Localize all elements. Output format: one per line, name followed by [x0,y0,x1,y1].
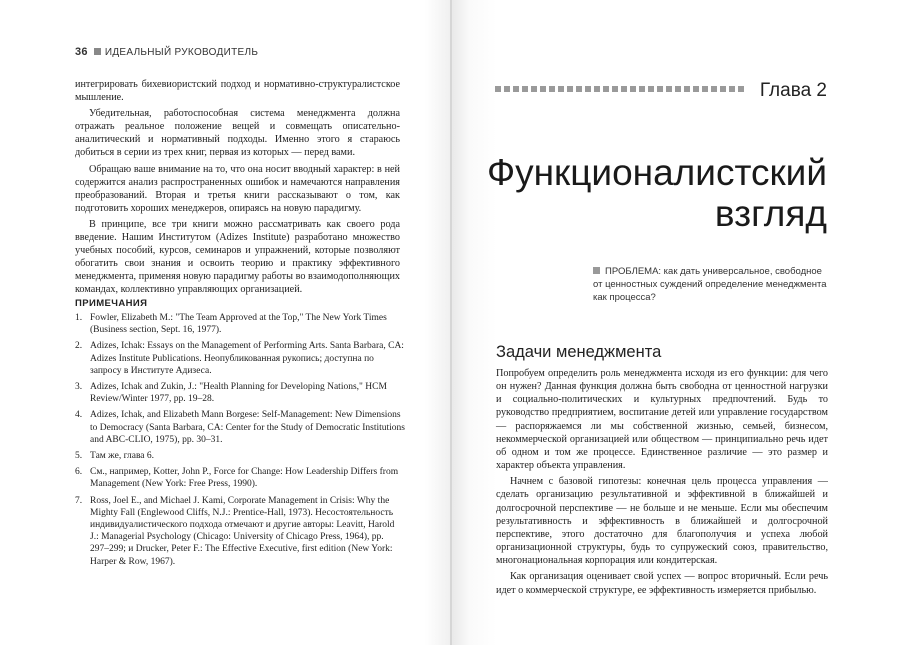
problem-statement: ПРОБЛЕМА: как дать универсальное, свободное от ценностных суждений определение менеджмента как процесса? [593,266,827,303]
page-number: 36 [75,46,88,58]
section-heading: Задачи менеджмента [496,343,662,361]
notes-list [75,312,405,572]
chapter-header [495,80,827,102]
note-item: 6. См., например, Kotter, John P., Force for Change: How Leadership Differs from Management (New York: Free Press, 1990). [75,467,399,490]
paragraph: интегрировать бихевиористский подход и нормативно-структуралистское мышление. [75,79,400,104]
paragraph: Как организация оценивает свой успех — вопрос вторичный. Если речь идет о коммерческой структуре, ее эффективность измеряется прибылью. [496,571,828,596]
paragraph: Начнем с базовой гипотезы: конечная цель процесса управления — сделать организацию результативной и эффективной в ближайшей и долгосрочной перспективе — не больше и не меньше. Если мы обеспечим результативность и эффективность в ближайшей и долгосрочной перспективе, этого достаточно для благополучия и успеха любой организационной структуры, будь то супружеский союз, правительство, многонациональная корпорация или кондитерская. [496,476,828,567]
note-item: 5. Там же, глава 6. [75,451,155,462]
square-bullet-icon [94,48,101,55]
right-body-text [496,367,828,600]
note-item: 4. Adizes, Ichak, and Elizabeth Mann Borgese: Self-Management: New Dimensions to Democracy (Santa Barbara, CA: Center for the Study of Democratic Institutions and ABC-CLIO, 1975), pp. 30–31. [75,410,405,445]
chapter-label: Глава 2 [759,80,827,101]
paragraph: Попробуем определить роль менеджмента исходя из его функции: для чего он нужен? Данная функция должна быть свободна от ценностной нагрузки и социально-политических и культурных предпочтений. Будь то руководство предприятием, воспитание детей или управление государством — распоряжаемся ли мы собственной жизнью, семьей, бизнесом, некоммерческой организацией или обществом — принципиально речь идет об одном и том же процессе. Единственное различие — это размер и характер объекта управления. [496,368,828,472]
dotted-rule [495,86,744,92]
note-item: 2. Adizes, Ichak: Essays on the Management of Performing Arts. Santa Barbara, CA: Adizes Institute Publications. Неопубликованная рукопись; доступна по запросу в Институте Адизеса. [75,341,404,376]
note-item: 3. Adizes, Ichak and Zukin, J.: "Health Planning for Developing Nations," HCM Review/Winter 1977, pp. 19–28. [75,382,387,405]
note-item: 1. Fowler, Elizabeth M.: "The Team Approved at the Top," The New York Times (Business section, Sept. 16, 1977). [75,313,387,336]
chapter-title: Функционалистский взгляд [486,152,827,234]
note-item: 7. Ross, Joel E., and Michael J. Kami, Corporate Management in Crisis: Why the Mighty Fall (Englewood Cliffs, N.J.: Prentice-Hall, 1973). Несостоятельность индивидуалистического подхода отмечают и другие авторы: Leavitt, Harold J.: Managerial Psychology (Chicago: University of Chicago Press, 1964), pp. 297–299; и Drucker, Peter F.: The Effective Executive, first edition (New York: Harper & Row, 1967). [75,495,395,567]
running-head [75,46,258,58]
paragraph: В принципе, все три книги можно рассматривать как своего рода введение. Нашим Институтом (Adizes Institute) разработано множество учебных пособий, курсов, семинаров и упражнений, которые позволяют обогатить свои знания и освоить теорию и практику эффективного менеджмента, применяя новую парадигму работы во взаимодополняющих командах, коллективно управляющих организацией. [75,218,400,296]
running-title: ИДЕАЛЬНЫЙ РУКОВОДИТЕЛЬ [104,47,259,58]
paragraph: Обращаю ваше внимание на то, что она носит вводный характер: в ней содержится анализ распространенных ошибок и намечаются направления преобразований. Вторая и третья книги рассказывают о том, как подготовить хороших менеджеров, опираясь на новую парадигму. [75,163,400,214]
square-bullet-icon [593,267,600,274]
paragraph: Убедительная, работоспособная система менеджмента должна отражать реальное положение вещей и совмещать описательно-аналитический и нормативный подходы. Именно этого я стараюсь добиться в серии из трех книг, первая из которых — перед вами. [75,108,400,159]
left-body-text [75,78,400,300]
notes-title: ПРИМЕЧАНИЯ [75,298,148,309]
